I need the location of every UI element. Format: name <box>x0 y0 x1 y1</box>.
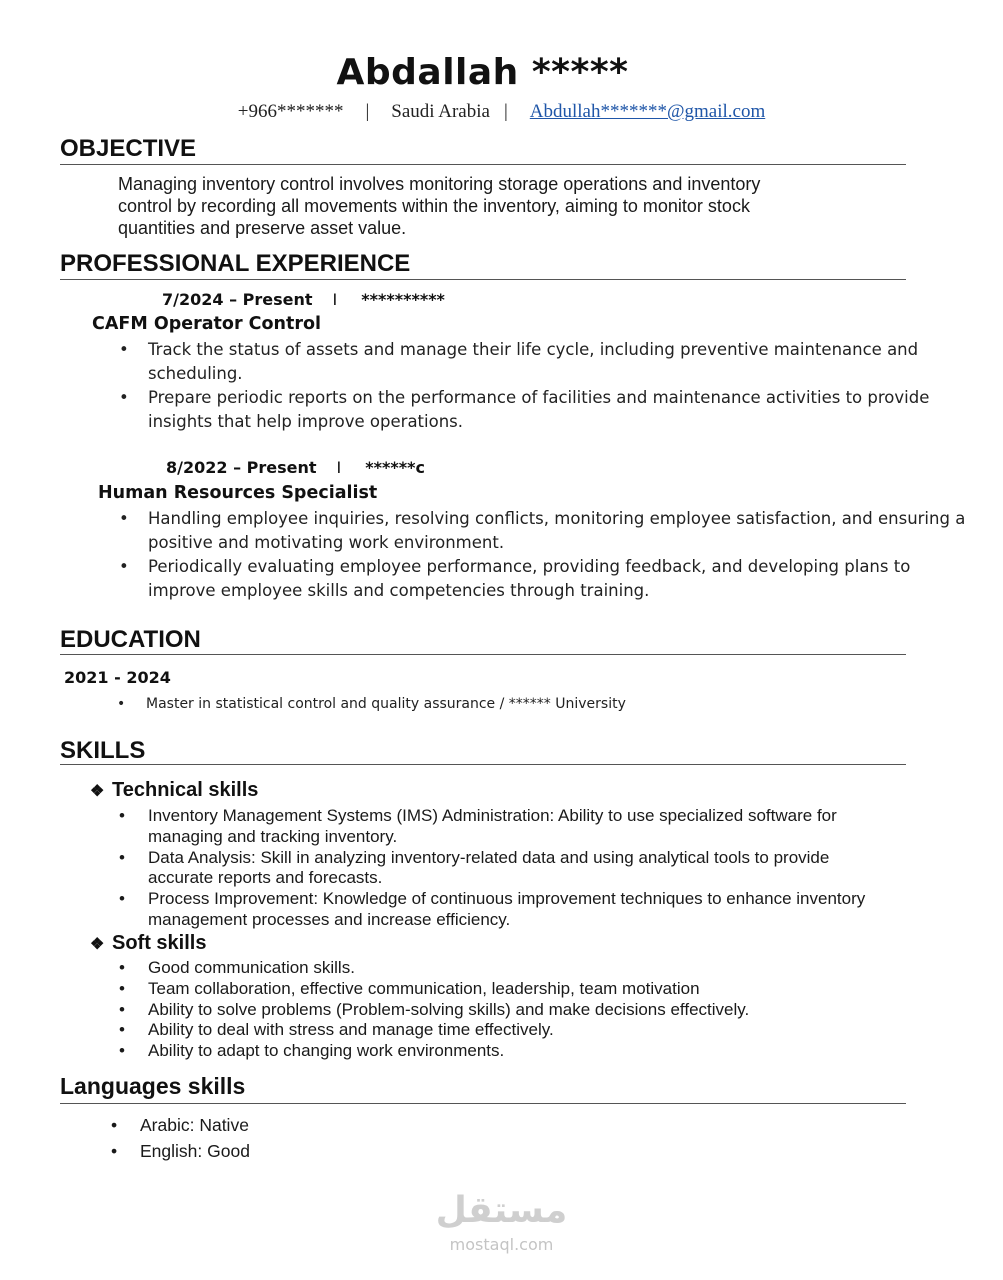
objective-line: quantities and preserve asset value. <box>118 218 407 238</box>
list-item: • Team collaboration, effective communication, leadership, team motivation <box>119 978 700 998</box>
list-item: • Handling employee inquiries, resolving conflicts, monitoring employee satisfaction, and ensuring a positive and motivating work environment. <box>119 509 966 552</box>
contact-separator: | <box>365 101 370 122</box>
list-item: • Arabic: Native <box>111 1115 249 1135</box>
section-divider <box>60 654 906 655</box>
location: Saudi Arabia <box>391 101 490 122</box>
section-heading-objective: OBJECTIVE <box>60 135 197 162</box>
section-heading-languages: Languages skills <box>60 1073 246 1099</box>
phone-number: +966******* <box>237 101 344 122</box>
technical-skills-list <box>119 806 948 931</box>
job-company: ******c <box>365 458 425 477</box>
job-title: CAFM Operator Control <box>92 314 322 334</box>
section-divider <box>60 164 906 165</box>
section-heading-education: EDUCATION <box>60 626 201 653</box>
section-heading-skills: SKILLS <box>60 737 146 764</box>
contact-separator: | <box>503 101 508 122</box>
job-date-row <box>166 458 425 477</box>
job-company: ********** <box>361 290 445 309</box>
list-item: • Ability to solve problems (Problem-solving skills) and make decisions effectively. <box>119 999 750 1019</box>
job-dates: 7/2024 – Present <box>162 290 313 309</box>
soft-skills-list <box>119 958 948 1062</box>
section-divider <box>60 279 906 280</box>
watermark-domain: mostaql.com <box>449 1235 554 1254</box>
list-item: • English: Good <box>111 1141 250 1161</box>
list-item: • Data Analysis: Skill in analyzing inventory-related data and using analytical tools to provide accurate reports and forecasts. <box>119 847 830 888</box>
job-dates: 8/2022 – Present <box>166 458 317 477</box>
list-item: • Good communication skills. <box>119 958 355 977</box>
list-item: • Master in statistical control and quality assurance / ****** University <box>117 696 626 712</box>
job-date-row <box>162 290 445 309</box>
contact-line <box>0 101 1003 123</box>
objective-line: control by recording all movements within the inventory, aiming to monitor stock <box>118 196 750 216</box>
section-heading-experience: PROFESSIONAL EXPERIENCE <box>60 250 411 277</box>
section-divider <box>60 1103 906 1104</box>
education-years: 2021 - 2024 <box>64 668 171 687</box>
diamond-bullet-icon: ❖ <box>90 936 105 953</box>
date-separator: I <box>332 290 338 309</box>
list-item: • Process Improvement: Knowledge of continuous improvement techniques to enhance inventory management processes and increase efficiency. <box>119 889 866 929</box>
mostaql-logo: مستقل <box>435 1190 568 1231</box>
job-bullets <box>119 507 968 603</box>
diamond-bullet-icon: ❖ <box>90 783 105 800</box>
job-title: Human Resources Specialist <box>98 483 378 503</box>
date-separator: I <box>336 458 342 477</box>
languages-list <box>111 1112 540 1164</box>
technical-skills-heading: ❖ Technical skills <box>90 779 259 801</box>
job-bullets <box>119 338 948 434</box>
list-item: • Ability to adapt to changing work environments. <box>119 1041 505 1061</box>
section-divider <box>60 764 906 765</box>
list-item: • Periodically evaluating employee performance, providing feedback, and developing plans to improve employee skills and competencies through training. <box>119 557 911 600</box>
list-item: • Inventory Management Systems (IMS) Administration: Ability to use specialized software for managing and tracking inventory. <box>119 806 837 846</box>
education-list <box>117 694 846 714</box>
list-item: • Prepare periodic reports on the performance of facilities and maintenance activities to provide insights that help improve operations. <box>119 388 930 431</box>
list-item: • Track the status of assets and manage their life cycle, including preventive maintenance and scheduling. <box>119 340 919 383</box>
candidate-name: Abdallah ***** <box>336 52 629 93</box>
objective-line: Managing inventory control involves monitoring storage operations and inventory <box>118 174 761 194</box>
soft-skills-heading: ❖ Soft skills <box>90 932 207 954</box>
email-link[interactable]: Abdullah*******@gmail.com <box>529 101 766 122</box>
objective-text <box>118 173 878 239</box>
list-item: • Ability to deal with stress and manage time effectively. <box>119 1020 554 1040</box>
